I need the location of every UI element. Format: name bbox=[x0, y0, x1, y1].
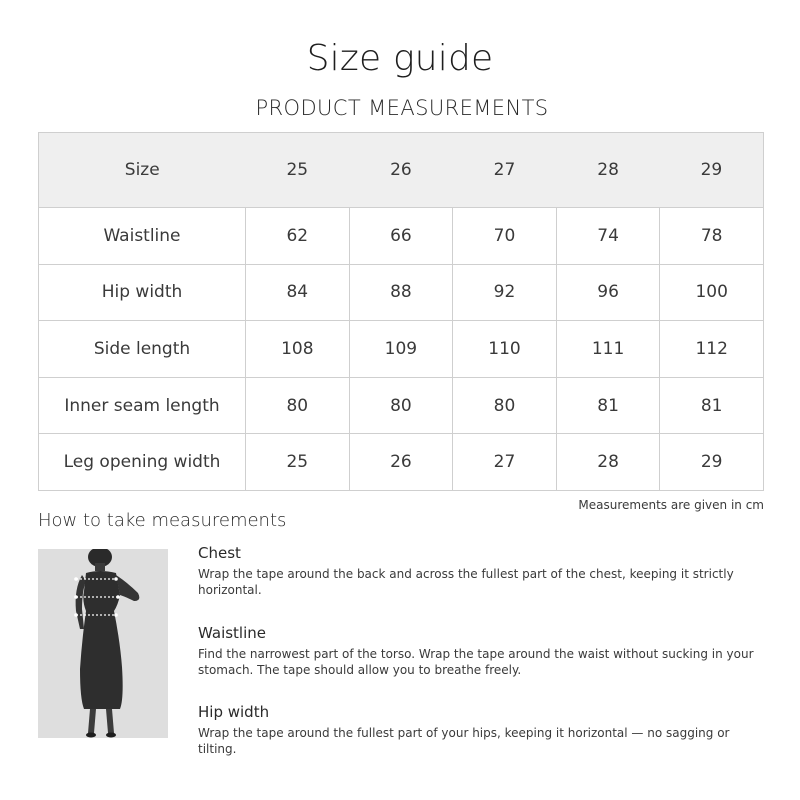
section-subtitle: PRODUCT MEASUREMENTS bbox=[255, 96, 549, 120]
table-cell: 112 bbox=[660, 321, 764, 378]
table-cell: 27 bbox=[453, 434, 557, 491]
table-cell: 92 bbox=[453, 264, 557, 321]
header-size-label: Size bbox=[39, 133, 246, 208]
table-cell: 81 bbox=[660, 377, 764, 434]
header-size: 25 bbox=[246, 133, 350, 208]
row-label: Leg opening width bbox=[39, 434, 246, 491]
size-table bbox=[38, 132, 764, 491]
model-figure-illustration bbox=[38, 549, 168, 738]
header-size: 26 bbox=[349, 133, 453, 208]
table-cell: 66 bbox=[349, 208, 453, 265]
table-row bbox=[39, 208, 764, 265]
howto-heading: How to take measurements bbox=[38, 510, 287, 531]
table-cell: 25 bbox=[246, 434, 350, 491]
table-cell: 29 bbox=[660, 434, 764, 491]
table-cell: 74 bbox=[556, 208, 660, 265]
instruction-chest bbox=[198, 544, 768, 598]
table-header-row bbox=[39, 133, 764, 208]
instruction-title: Hip width bbox=[198, 703, 270, 721]
page-title: Size guide bbox=[306, 38, 494, 79]
row-label: Inner seam length bbox=[39, 377, 246, 434]
unit-note: Measurements are given in cm bbox=[578, 498, 764, 512]
table-cell: 88 bbox=[349, 264, 453, 321]
table-cell: 80 bbox=[246, 377, 350, 434]
instruction-title: Chest bbox=[198, 544, 241, 562]
instruction-text: Wrap the tape around the fullest part of your hips, keeping it horizontal — no sagging or tilting. bbox=[198, 726, 730, 756]
instruction-hip-width bbox=[198, 703, 768, 757]
table-row bbox=[39, 264, 764, 321]
instruction-text: Find the narrowest part of the torso. Wrap the tape around the waist without sucking in your stomach. The tape should allow you to breathe freely. bbox=[198, 647, 754, 677]
table-cell: 109 bbox=[349, 321, 453, 378]
header-size: 29 bbox=[660, 133, 764, 208]
table-cell: 100 bbox=[660, 264, 764, 321]
table-cell: 26 bbox=[349, 434, 453, 491]
table-cell: 110 bbox=[453, 321, 557, 378]
table-row bbox=[39, 377, 764, 434]
table-row bbox=[39, 434, 764, 491]
model-measurement-image bbox=[38, 549, 168, 738]
instruction-waistline bbox=[198, 624, 768, 678]
table-cell: 81 bbox=[556, 377, 660, 434]
table-cell: 96 bbox=[556, 264, 660, 321]
table-cell: 80 bbox=[349, 377, 453, 434]
row-label: Side length bbox=[39, 321, 246, 378]
instruction-text: Wrap the tape around the back and across the fullest part of the chest, keeping it strictly horizontal. bbox=[198, 567, 734, 597]
table-cell: 70 bbox=[453, 208, 557, 265]
table-cell: 28 bbox=[556, 434, 660, 491]
row-label: Waistline bbox=[39, 208, 246, 265]
instruction-title: Waistline bbox=[198, 624, 266, 642]
header-size: 28 bbox=[556, 133, 660, 208]
table-cell: 80 bbox=[453, 377, 557, 434]
header-size: 27 bbox=[453, 133, 557, 208]
table-row bbox=[39, 321, 764, 378]
table-cell: 62 bbox=[246, 208, 350, 265]
table-cell: 108 bbox=[246, 321, 350, 378]
table-cell: 111 bbox=[556, 321, 660, 378]
table-cell: 84 bbox=[246, 264, 350, 321]
row-label: Hip width bbox=[39, 264, 246, 321]
table-cell: 78 bbox=[660, 208, 764, 265]
